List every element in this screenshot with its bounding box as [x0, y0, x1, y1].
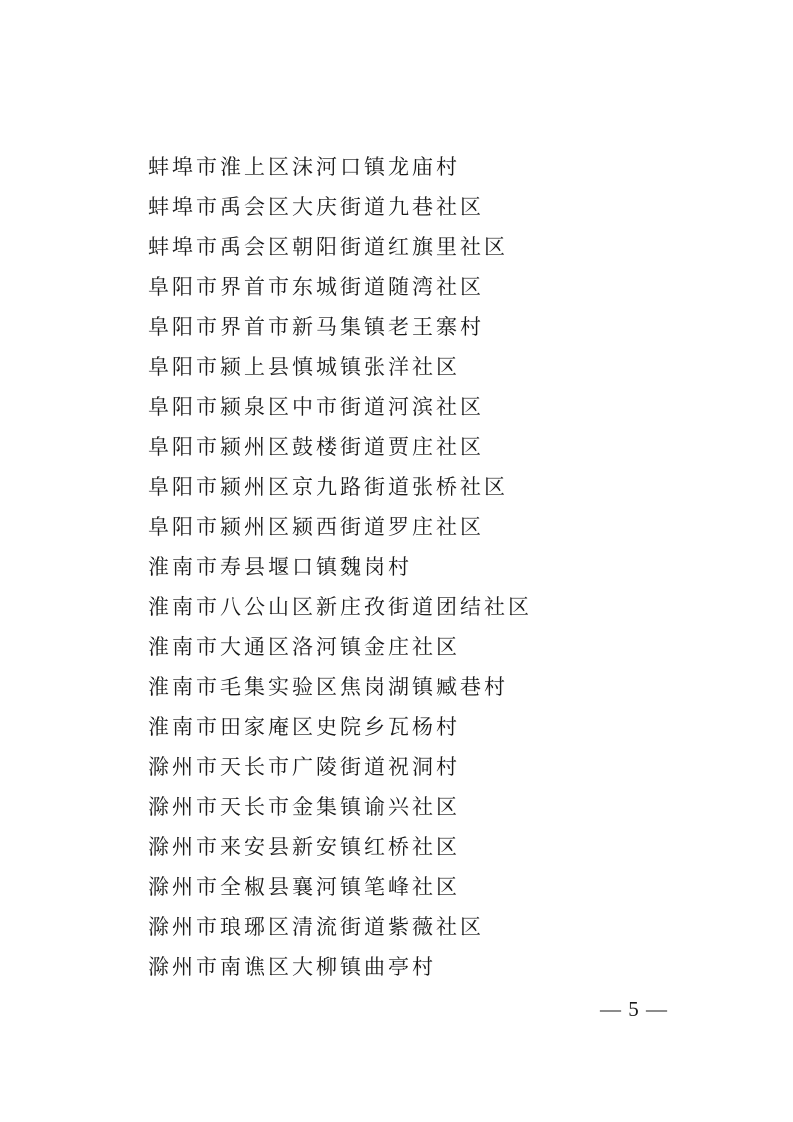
- list-item: 蚌埠市禹会区大庆街道九巷社区: [148, 195, 484, 219]
- list-item: 阜阳市界首市东城街道随湾社区: [148, 275, 484, 299]
- list-item: 淮南市大通区洛河镇金庄社区: [148, 635, 460, 659]
- list-item: 阜阳市颍泉区中市街道河滨社区: [148, 395, 484, 419]
- page-number: — 5 —: [600, 997, 668, 1021]
- list-item: 滁州市全椒县襄河镇笔峰社区: [148, 875, 460, 899]
- list-item: 蚌埠市禹会区朝阳街道红旗里社区: [148, 235, 508, 259]
- list-item: 阜阳市颍州区颍西街道罗庄社区: [148, 515, 484, 539]
- list-item: 阜阳市颍州区鼓楼街道贾庄社区: [148, 435, 484, 459]
- list-item: 蚌埠市淮上区沫河口镇龙庙村: [148, 155, 460, 179]
- list-item: 阜阳市颍州区京九路街道张桥社区: [148, 475, 508, 499]
- list-item: 阜阳市界首市新马集镇老王寨村: [148, 315, 484, 339]
- list-item: 淮南市毛集实验区焦岗湖镇臧巷村: [148, 675, 508, 699]
- list-item: 滁州市天长市金集镇谕兴社区: [148, 795, 460, 819]
- list-item: 滁州市天长市广陵街道祝洞村: [148, 755, 460, 779]
- list-item: 滁州市来安县新安镇红桥社区: [148, 835, 460, 859]
- list-item: 淮南市寿县堰口镇魏岗村: [148, 555, 412, 579]
- list-item: 淮南市八公山区新庄孜街道团结社区: [148, 595, 532, 619]
- village-list: [148, 147, 532, 987]
- list-item: 滁州市南谯区大柳镇曲亭村: [148, 955, 436, 979]
- list-item: 滁州市琅琊区清流街道紫薇社区: [148, 915, 484, 939]
- list-item: 阜阳市颍上县慎城镇张洋社区: [148, 355, 460, 379]
- list-item: 淮南市田家庵区史院乡瓦杨村: [148, 715, 460, 739]
